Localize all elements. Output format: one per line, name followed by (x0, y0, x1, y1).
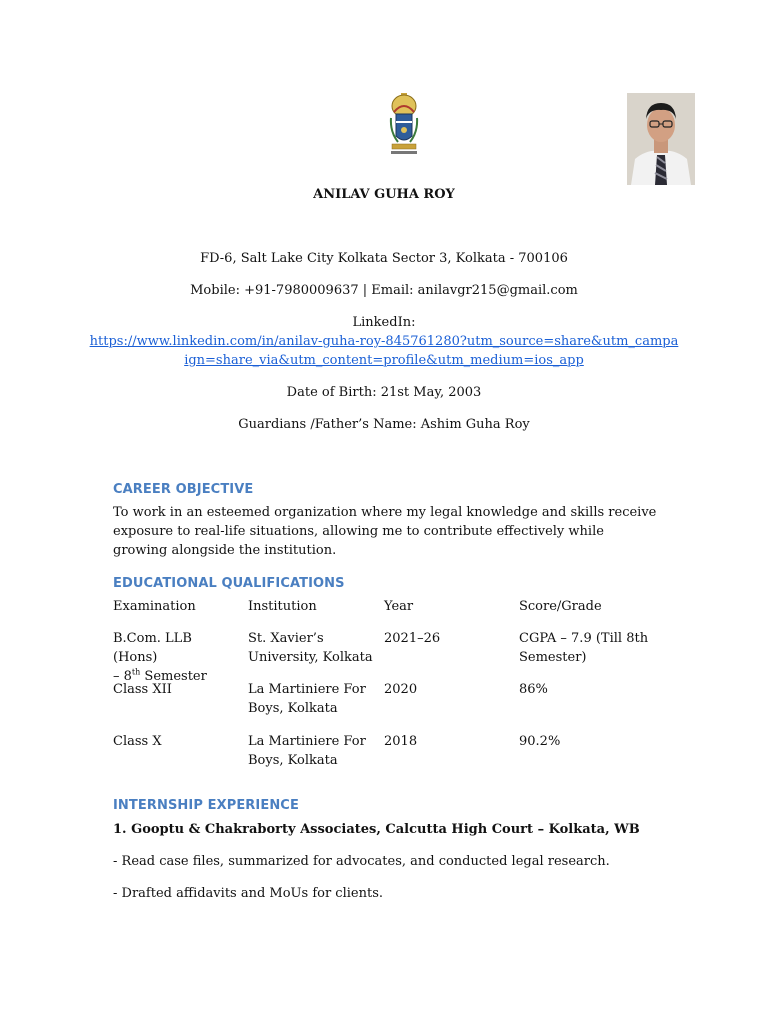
table-row-institution: St. Xavier’s University, Kolkata (248, 631, 373, 665)
career-objective-text: To work in an esteemed organization where my legal knowledge and skills receive exposure to real-life situations, allowing me to contribute effectively while growing alongside the institution. (113, 505, 657, 558)
table-row-score: 86% (519, 682, 548, 697)
linkedin-link[interactable] (0, 332, 768, 370)
person-icon (627, 93, 695, 185)
table-row-exam (113, 629, 238, 686)
contact-line: Mobile: +91-7980009637 | Email: anilavgr215@gmail.com (190, 283, 578, 298)
table-row-exam: Class X (113, 734, 162, 749)
col-header-score: Score/Grade (519, 599, 602, 614)
linkedin-url-line1[interactable]: https://www.linkedin.com/in/anilav-guha-roy-845761280?utm_source=share&utm_campa (89, 334, 679, 349)
table-row-exam: Class XII (113, 682, 172, 697)
internship-title: 1. Gooptu & Chakraborty Associates, Calcutta High Court – Kolkata, WB (113, 822, 640, 837)
linkedin-label: LinkedIn: (352, 315, 416, 330)
linkedin-url-line2[interactable]: ign=share_via&utm_content=profile&utm_medium=ios_app (184, 353, 584, 368)
candidate-name: ANILAV GUHA ROY (313, 187, 455, 202)
col-header-year: Year (384, 599, 414, 614)
table-row-year: 2021–26 (384, 631, 441, 646)
school-crest-icon (388, 92, 420, 156)
table-row-year: 2018 (384, 734, 418, 749)
table-row-institution: La Martiniere For Boys, Kolkata (248, 682, 366, 716)
table-row-score: 90.2% (519, 734, 561, 749)
date-of-birth: Date of Birth: 21st May, 2003 (286, 385, 482, 400)
exam-line1: B.Com. LLB (Hons) (113, 631, 192, 665)
exam-line2: – 8th Semester (113, 667, 207, 684)
education-heading: EDUCATIONAL QUALIFICATIONS (113, 576, 345, 591)
address: FD-6, Salt Lake City Kolkata Sector 3, Kolkata - 700106 (200, 251, 568, 266)
table-row-institution: La Martiniere For Boys, Kolkata (248, 734, 366, 768)
internship-point: - Drafted affidavits and MoUs for clients. (113, 886, 383, 901)
table-row-score: CGPA – 7.9 (Till 8th Semester) (519, 631, 649, 665)
guardian-name: Guardians /Father’s Name: Ashim Guha Roy (238, 417, 530, 432)
table-row-year: 2020 (384, 682, 418, 697)
col-header-institution: Institution (248, 599, 317, 614)
col-header-examination: Examination (113, 599, 196, 614)
internship-point: - Read case files, summarized for advocates, and conducted legal research. (113, 854, 610, 869)
profile-photo (627, 93, 695, 185)
internship-heading: INTERNSHIP EXPERIENCE (113, 798, 299, 813)
career-objective-heading: CAREER OBJECTIVE (113, 482, 254, 497)
